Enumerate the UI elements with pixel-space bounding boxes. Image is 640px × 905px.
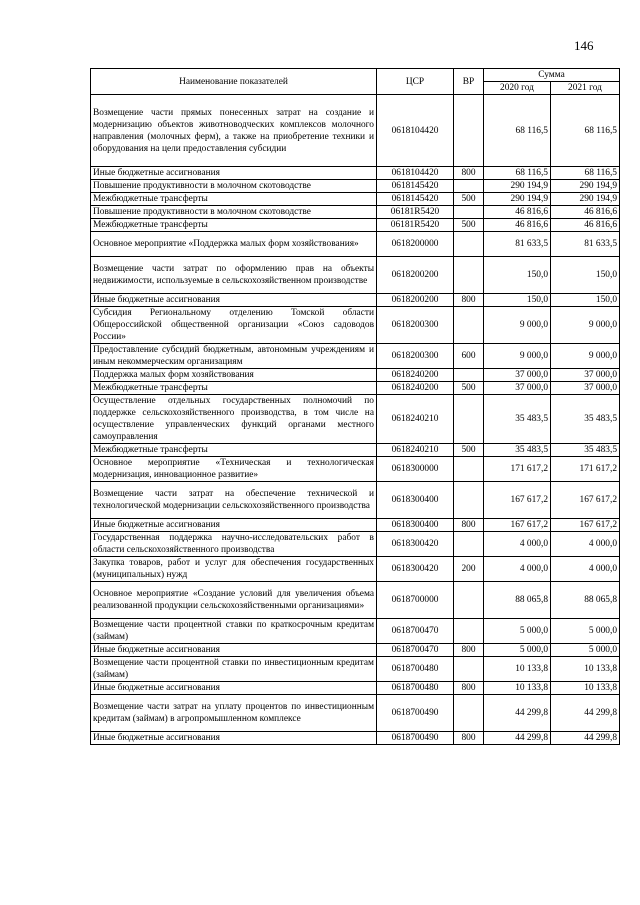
csr-cell: 0618700480: [377, 657, 454, 682]
amount-2021-cell: 150,0: [551, 294, 620, 307]
name-cell: Основное мероприятие «Техническая и технологическая модернизация, инновационное развитие»: [91, 457, 377, 482]
table-row: [91, 644, 620, 657]
vr-cell: [454, 582, 484, 619]
name-cell: Возмещение части процентной ставки по краткосрочным кредитам (займам): [91, 619, 377, 644]
csr-cell: 0618145420: [377, 180, 454, 193]
vr-cell: [454, 257, 484, 294]
vr-cell: [454, 206, 484, 219]
name-cell: Межбюджетные трансферты: [91, 219, 377, 232]
table-row: [91, 307, 620, 344]
csr-cell: 0618200200: [377, 294, 454, 307]
table-row: [91, 95, 620, 167]
vr-cell: [454, 695, 484, 732]
amount-2021-cell: 290 194,9: [551, 193, 620, 206]
amount-2020-cell: 167 617,2: [484, 482, 551, 519]
amount-2020-cell: 150,0: [484, 257, 551, 294]
name-cell: Основное мероприятие «Создание условий для увеличения объема реализованной продукции сельскохозяйственными организациями»: [91, 582, 377, 619]
amount-2021-cell: 68 116,5: [551, 167, 620, 180]
table-row: [91, 732, 620, 745]
amount-2020-cell: 68 116,5: [484, 167, 551, 180]
vr-cell: [454, 532, 484, 557]
name-cell: Государственная поддержка научно-исследовательских работ в области сельскохозяйственного производства: [91, 532, 377, 557]
vr-cell: 500: [454, 444, 484, 457]
amount-2020-cell: 5 000,0: [484, 619, 551, 644]
amount-2021-cell: 167 617,2: [551, 519, 620, 532]
name-cell: Иные бюджетные ассигнования: [91, 732, 377, 745]
amount-2020-cell: 10 133,8: [484, 682, 551, 695]
vr-cell: [454, 457, 484, 482]
amount-2020-cell: 167 617,2: [484, 519, 551, 532]
name-cell: Возмещение части затрат на уплату процентов по инвестиционным кредитам (займам) в агропромышленном комплексе: [91, 695, 377, 732]
table-row: [91, 532, 620, 557]
amount-2021-cell: 4 000,0: [551, 532, 620, 557]
csr-cell: 0618104420: [377, 95, 454, 167]
amount-2021-cell: 167 617,2: [551, 482, 620, 519]
name-cell: Возмещение части затрат на обеспечение технической и технологической модернизации сельскохозяйственного производства: [91, 482, 377, 519]
amount-2020-cell: 9 000,0: [484, 344, 551, 369]
amount-2021-cell: 37 000,0: [551, 382, 620, 395]
table-row: [91, 444, 620, 457]
table-row: [91, 294, 620, 307]
header-sum: Сумма: [484, 69, 620, 82]
vr-cell: 500: [454, 382, 484, 395]
table-row: [91, 519, 620, 532]
amount-2021-cell: 4 000,0: [551, 557, 620, 582]
table-row: [91, 457, 620, 482]
csr-cell: 0618700480: [377, 682, 454, 695]
vr-cell: 200: [454, 557, 484, 582]
csr-cell: 0618240200: [377, 382, 454, 395]
csr-cell: 0618200300: [377, 307, 454, 344]
vr-cell: 500: [454, 219, 484, 232]
amount-2021-cell: 290 194,9: [551, 180, 620, 193]
vr-cell: [454, 95, 484, 167]
vr-cell: [454, 307, 484, 344]
name-cell: Поддержка малых форм хозяйствования: [91, 369, 377, 382]
table-row: [91, 695, 620, 732]
amount-2020-cell: 290 194,9: [484, 193, 551, 206]
amount-2020-cell: 37 000,0: [484, 369, 551, 382]
amount-2021-cell: 46 816,6: [551, 219, 620, 232]
csr-cell: 0618240210: [377, 395, 454, 444]
table-header: [91, 69, 620, 95]
name-cell: Основное мероприятие «Поддержка малых форм хозяйствования»: [91, 232, 377, 257]
csr-cell: 06181R5420: [377, 219, 454, 232]
vr-cell: [454, 619, 484, 644]
csr-cell: 0618145420: [377, 193, 454, 206]
csr-cell: 0618300000: [377, 457, 454, 482]
table-row: [91, 619, 620, 644]
header-csr: ЦСР: [377, 69, 454, 95]
csr-cell: 0618104420: [377, 167, 454, 180]
amount-2021-cell: 37 000,0: [551, 369, 620, 382]
amount-2020-cell: 9 000,0: [484, 307, 551, 344]
amount-2021-cell: 5 000,0: [551, 644, 620, 657]
vr-cell: 600: [454, 344, 484, 369]
csr-cell: 0618700490: [377, 732, 454, 745]
csr-cell: 0618300420: [377, 557, 454, 582]
amount-2020-cell: 4 000,0: [484, 557, 551, 582]
name-cell: Предоставление субсидий бюджетным, автономным учреждениям и иным некоммерческим организациям: [91, 344, 377, 369]
name-cell: Иные бюджетные ассигнования: [91, 167, 377, 180]
vr-cell: 800: [454, 167, 484, 180]
name-cell: Повышение продуктивности в молочном скотоводстве: [91, 206, 377, 219]
amount-2021-cell: 10 133,8: [551, 682, 620, 695]
amount-2021-cell: 44 299,8: [551, 695, 620, 732]
csr-cell: 0618700470: [377, 619, 454, 644]
csr-cell: 0618200000: [377, 232, 454, 257]
table-row: [91, 344, 620, 369]
amount-2020-cell: 4 000,0: [484, 532, 551, 557]
amount-2021-cell: 46 816,6: [551, 206, 620, 219]
name-cell: Повышение продуктивности в молочном скотоводстве: [91, 180, 377, 193]
table-row: [91, 382, 620, 395]
amount-2021-cell: 35 483,5: [551, 444, 620, 457]
vr-cell: 800: [454, 519, 484, 532]
csr-cell: 0618200300: [377, 344, 454, 369]
amount-2021-cell: 5 000,0: [551, 619, 620, 644]
name-cell: Иные бюджетные ассигнования: [91, 682, 377, 695]
vr-cell: [454, 482, 484, 519]
name-cell: Межбюджетные трансферты: [91, 382, 377, 395]
table-row: [91, 395, 620, 444]
table-row: [91, 219, 620, 232]
budget-table: [90, 68, 620, 745]
amount-2021-cell: 9 000,0: [551, 344, 620, 369]
amount-2020-cell: 81 633,5: [484, 232, 551, 257]
page-number: 146: [574, 38, 594, 53]
table-row: [91, 482, 620, 519]
vr-cell: [454, 657, 484, 682]
name-cell: Субсидия Региональному отделению Томской области Общероссийской общественной организации «Союз садоводов России»: [91, 307, 377, 344]
amount-2020-cell: 46 816,6: [484, 219, 551, 232]
csr-cell: 06181R5420: [377, 206, 454, 219]
vr-cell: 800: [454, 294, 484, 307]
vr-cell: 500: [454, 193, 484, 206]
amount-2020-cell: 68 116,5: [484, 95, 551, 167]
csr-cell: 0618240210: [377, 444, 454, 457]
table-row: [91, 167, 620, 180]
table-row: [91, 180, 620, 193]
amount-2020-cell: 5 000,0: [484, 644, 551, 657]
vr-cell: [454, 232, 484, 257]
amount-2021-cell: 81 633,5: [551, 232, 620, 257]
name-cell: Осуществление отдельных государственных полномочий по поддержке сельскохозяйственного производства, в том числе на осуществление управленческих функций органами местного самоуправления: [91, 395, 377, 444]
amount-2020-cell: 37 000,0: [484, 382, 551, 395]
name-cell: Закупка товаров, работ и услуг для обеспечения государственных (муниципальных) нужд: [91, 557, 377, 582]
amount-2021-cell: 171 617,2: [551, 457, 620, 482]
csr-cell: 0618300400: [377, 482, 454, 519]
amount-2020-cell: 44 299,8: [484, 732, 551, 745]
header-name: Наименование показателей: [91, 69, 377, 95]
amount-2021-cell: 88 065,8: [551, 582, 620, 619]
vr-cell: 800: [454, 732, 484, 745]
csr-cell: 0618200200: [377, 257, 454, 294]
amount-2020-cell: 88 065,8: [484, 582, 551, 619]
vr-cell: 800: [454, 682, 484, 695]
name-cell: Иные бюджетные ассигнования: [91, 644, 377, 657]
vr-cell: [454, 395, 484, 444]
name-cell: Возмещение части процентной ставки по инвестиционным кредитам (займам): [91, 657, 377, 682]
csr-cell: 0618240200: [377, 369, 454, 382]
amount-2021-cell: 10 133,8: [551, 657, 620, 682]
header-year-2021: 2021 год: [551, 82, 620, 95]
amount-2020-cell: 150,0: [484, 294, 551, 307]
amount-2021-cell: 35 483,5: [551, 395, 620, 444]
amount-2020-cell: 10 133,8: [484, 657, 551, 682]
amount-2020-cell: 35 483,5: [484, 444, 551, 457]
table-row: [91, 682, 620, 695]
table-row: [91, 582, 620, 619]
amount-2020-cell: 171 617,2: [484, 457, 551, 482]
name-cell: Межбюджетные трансферты: [91, 193, 377, 206]
vr-cell: 800: [454, 644, 484, 657]
amount-2020-cell: 46 816,6: [484, 206, 551, 219]
csr-cell: 0618700470: [377, 644, 454, 657]
csr-cell: 0618700490: [377, 695, 454, 732]
amount-2021-cell: 150,0: [551, 257, 620, 294]
table-body: [91, 95, 620, 745]
table-row: [91, 206, 620, 219]
header-year-2020: 2020 год: [484, 82, 551, 95]
vr-cell: [454, 369, 484, 382]
amount-2020-cell: 290 194,9: [484, 180, 551, 193]
header-vr: ВР: [454, 69, 484, 95]
amount-2021-cell: 44 299,8: [551, 732, 620, 745]
amount-2021-cell: 9 000,0: [551, 307, 620, 344]
csr-cell: 0618700000: [377, 582, 454, 619]
table-row: [91, 232, 620, 257]
table-row: [91, 369, 620, 382]
csr-cell: 0618300400: [377, 519, 454, 532]
table-row: [91, 657, 620, 682]
table-row: [91, 257, 620, 294]
name-cell: Иные бюджетные ассигнования: [91, 294, 377, 307]
name-cell: Возмещение части прямых понесенных затрат на создание и модернизацию объектов животноводческих комплексов молочного направления (молочных ферм), а также на приобретение техники и оборудования на цели предоставления субсидии: [91, 95, 377, 167]
vr-cell: [454, 180, 484, 193]
amount-2020-cell: 35 483,5: [484, 395, 551, 444]
name-cell: Межбюджетные трансферты: [91, 444, 377, 457]
amount-2021-cell: 68 116,5: [551, 95, 620, 167]
table-row: [91, 557, 620, 582]
table-row: [91, 193, 620, 206]
name-cell: Иные бюджетные ассигнования: [91, 519, 377, 532]
name-cell: Возмещение части затрат по оформлению прав на объекты недвижимости, используемые в сельскохозяйственном производстве: [91, 257, 377, 294]
csr-cell: 0618300420: [377, 532, 454, 557]
amount-2020-cell: 44 299,8: [484, 695, 551, 732]
